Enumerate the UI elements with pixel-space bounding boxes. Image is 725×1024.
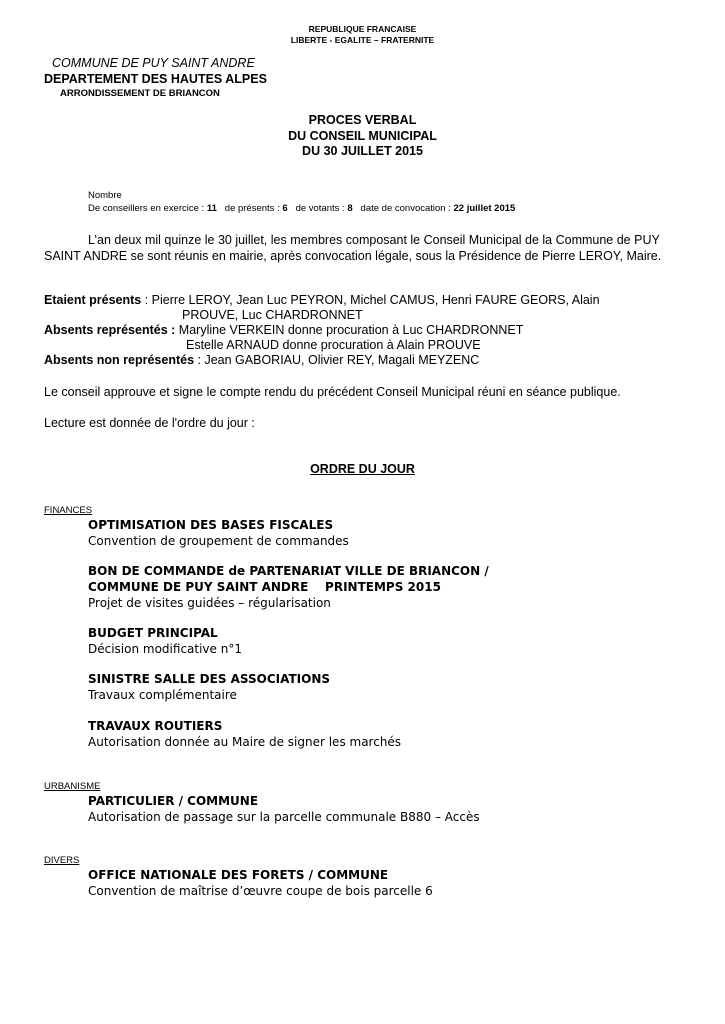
agenda-title: ORDRE DU JOUR: [310, 462, 415, 476]
agenda-item: [88, 517, 349, 549]
voting-value: 8: [347, 203, 353, 214]
agenda-item: [88, 867, 433, 899]
agenda-item-desc: Convention de groupement de commandes: [88, 534, 349, 548]
agenda-item-title: OFFICE NATIONALE DES FORETS / COMMUNE: [88, 868, 389, 882]
agenda-item: [88, 718, 401, 750]
republic-motto: LIBERTE - EGALITE – FRATERNITE: [290, 35, 435, 45]
represented-absentees-label: Absents représentés :: [44, 323, 176, 337]
reading-paragraph: Lecture est donnée de l'ordre du jour :: [44, 416, 255, 430]
section-finances: FINANCES: [44, 505, 93, 516]
non-represented-text: : Jean GABORIAU, Olivier REY, Magali MEYZENC: [194, 353, 480, 367]
non-represented-absentees: [44, 353, 479, 369]
agenda-item-desc: Convention de maîtrise d’œuvre coupe de bois parcelle 6: [88, 884, 433, 898]
title-line-3: DU 30 JUILLET 2015: [302, 144, 423, 158]
present-members-line-1: : Pierre LEROY, Jean Luc PEYRON, Michel CAMUS, Henri FAURE GEORS, Alain: [141, 293, 600, 307]
agenda-item-title: TRAVAUX ROUTIERS: [88, 719, 223, 733]
agenda-item-title: SINISTRE SALLE DES ASSOCIATIONS: [88, 672, 331, 686]
represented-absentees: [44, 323, 523, 339]
convocation-label: date de convocation :: [360, 203, 451, 214]
agenda-item-title: PARTICULIER / COMMUNE: [88, 794, 259, 808]
agenda-item-desc: Autorisation donnée au Maire de signer les marchés: [88, 735, 402, 749]
agenda-item: [88, 625, 242, 657]
agenda-item: [88, 671, 330, 703]
exercise-value: 11: [206, 203, 217, 214]
agenda-item-desc: Travaux complémentaire: [88, 688, 237, 702]
department-name: DEPARTEMENT DES HAUTES ALPES: [44, 72, 267, 86]
section-urbanisme: URBANISME: [44, 781, 101, 792]
intro-paragraph: L’an deux mil quinze le 30 juillet, les membres composant le Conseil Municipal de la Commune de PUY SAINT ANDRE se sont réunis en mairie, après convocation légale, sous la Présidence de Pierre LEROY, Maire.: [44, 233, 662, 263]
agenda-item-desc: Projet de visites guidées – régularisation: [88, 596, 331, 610]
agenda-item: [88, 793, 480, 825]
title-line-1: PROCES VERBAL: [308, 113, 417, 127]
voting-label: de votants :: [295, 203, 345, 214]
arrondissement-name: ARRONDISSEMENT DE BRIANCON: [60, 88, 220, 99]
agenda-item-title-line-2: COMMUNE DE PUY SAINT ANDRE PRINTEMPS 2015: [88, 580, 441, 594]
non-represented-label: Absents non représentés: [44, 353, 195, 367]
represented-absentees-line-2: Estelle ARNAUD donne procuration à Alain PROUVE: [186, 338, 481, 352]
agenda-item-desc: Décision modificative n°1: [88, 642, 242, 656]
convocation-value: 22 juillet 2015: [453, 203, 516, 214]
council-counts: [88, 203, 515, 214]
republic-heading: REPUBLIQUE FRANCAISE: [308, 24, 417, 34]
agenda-item: [88, 563, 489, 611]
agenda-item-title: BON DE COMMANDE de PARTENARIAT VILLE DE BRIANCON /: [88, 564, 489, 578]
present-label: de présents :: [224, 203, 280, 214]
present-value: 6: [282, 203, 288, 214]
agenda-item-title: BUDGET PRINCIPAL: [88, 626, 218, 640]
present-members-line-2: PROUVE, Luc CHARDRONNET: [182, 308, 363, 322]
exercise-label: De conseillers en exercice :: [88, 203, 205, 214]
present-members: [44, 293, 600, 309]
agenda-item-desc: Autorisation de passage sur la parcelle communale B880 – Accès: [88, 810, 480, 824]
commune-name: COMMUNE DE PUY SAINT ANDRE: [52, 56, 255, 70]
title-line-2: DU CONSEIL MUNICIPAL: [288, 128, 437, 143]
document-title: [0, 113, 725, 160]
present-members-label: Etaient présents: [44, 293, 142, 307]
section-divers: DIVERS: [44, 855, 80, 866]
represented-absentees-line-1: Maryline VERKEIN donne procuration à Luc CHARDRONNET: [175, 323, 524, 337]
approval-paragraph: Le conseil approuve et signe le compte rendu du précédent Conseil Municipal réuni en séance publique.: [44, 385, 621, 399]
agenda-item-title: OPTIMISATION DES BASES FISCALES: [88, 518, 334, 532]
counts-label: Nombre: [88, 190, 122, 201]
